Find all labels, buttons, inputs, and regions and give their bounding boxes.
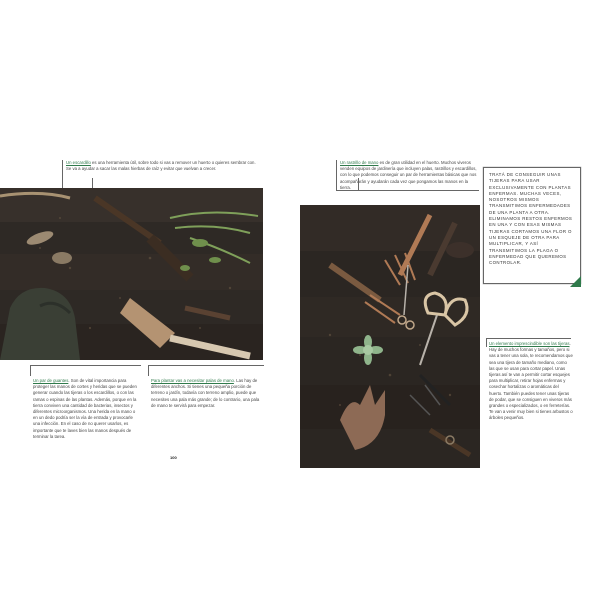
tijeras-lead: Un elemento imprescindible son las tijeras [489, 341, 570, 346]
rastrillo-lead: Un rastrillo de mano [340, 160, 379, 165]
scissors-tools-image [300, 205, 480, 468]
callout-box [483, 167, 581, 284]
page-number: 100 [170, 455, 177, 460]
right-page [300, 0, 600, 600]
rastrillo-paragraph: Un rastrillo de mano es de gran utilidad en el huerto. Muchos viveros venden equipos de jardinería que incluyen palas, rastrillos y escardillos, con lo que podemos conseguir un par de herramientas básicas que nos acompañarán y ayudarán cada vez que pongamos las manos en la tierra. [340, 160, 477, 190]
gloves-paragraph: Un par de guantes. Son de vital importancia para proteger las manos de cortes y heridas que se pueden generar cuando las tijeras o los escardillos, o con las ramas o espinas de las plantas. Además, porque en la tierra conviven una cantidad de bacterias, insectos y diferentes microorganismos. Una herida en la mano o en un dedo podría ser la vía de entrada y provocarle una infección. En el caso de no querer usarlos, es importante que te laves bien las manos después de terminar la tarea. [33, 378, 137, 439]
rastrillo-pointer [358, 178, 359, 190]
escardillo-paragraph: Un escardillo es una herramienta útil, sobre todo si vas a remover un huerto o quieres sembrar con. Se va a ayudar a sacar las malas hierbas de raíz y evitar que vuelvan a crecer. [66, 160, 256, 172]
escardillo-lead: Un escardillo [66, 160, 91, 165]
gloves-text-frame [30, 365, 141, 376]
tijeras-paragraph: Un elemento imprescindible son las tijeras. Hay de muchos formas y tamaños, pero si vas a tener una sola, te recomendamos que sea una tijera de tamaño mediano, como las que se usan para cortar papel. Unas tijeras así te van a permitir cortar esquejes para multiplicar, retirar hojas enfermas y cosechar hortalizas o aromáticas del huerto. También puedes tener unas tijeras de podar, que se consiguen en viveros más grandes o especializados, o en ferreterías. Te van a venir muy bien si tienes arbustos o árboles pequeños. [489, 341, 573, 421]
escardillo-pointer [92, 178, 93, 188]
shovel-text-frame [148, 365, 264, 376]
tools-photo-left [0, 188, 263, 360]
gloves-lead: Un par de guantes [33, 378, 69, 383]
garden-tools-image [0, 188, 263, 360]
shovel-lead: Para plantar vas a necesitar palas de mano [151, 378, 234, 383]
callout-corner [570, 276, 581, 287]
tools-photo-right [300, 205, 480, 468]
shovel-paragraph: Para plantar vas a necesitar palas de mano. Las hay de diferentes anchos. Si tienes una pequeña porción de terreno o jardín, todavía con terreno amplio, puede que necesites una pala más grande; de lo contrario, una pala de mano te servirá para empezar. [151, 378, 260, 408]
callout-text: TRATÁ DE CONSEGUIR UNAS TIJERAS PARA USAR EXCLUSIVAMENTE CON PLANTAS ENFERMAS. MUCHAS VECES, NOSOTROS MISMOS TRANSMITIMOS ENFERMEDADES DE UNA PLANTA A OTRA. ELIMINAMOS RESTOS ENFERMOS EN UNA Y CON ESAS MISMAS TIJERAS CORTAMOS UNA FLOR O UN ESQUEJE DE OTRA PARA MULTIPLICAR, Y ASÍ TRANSMITIMOS LA PLAGA O ENFERMEDAD QUE QUEREMOS CONTROLAR. [489, 172, 573, 266]
